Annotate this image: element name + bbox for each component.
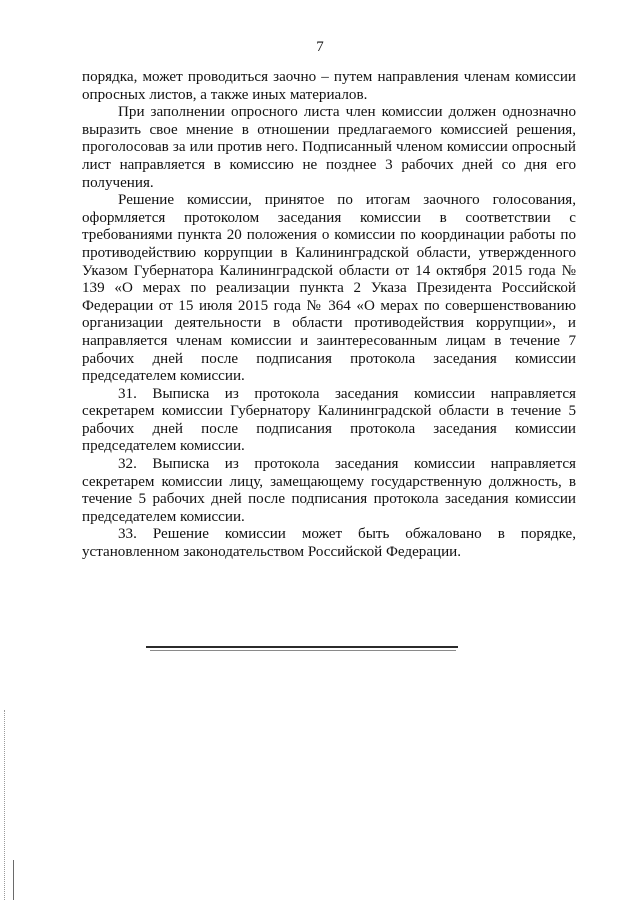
paragraph-continuation: порядка, может проводиться заочно – путем направления членам комиссии опросных листов, а также иных материалов.: [82, 69, 576, 103]
end-divider-underline: [150, 650, 456, 651]
paragraph-item-31: 31. Выписка из протокола заседания комиссии направляется секретарем комиссии Губернатору Калининградской области в течение 5 рабочих дней после подписания протокола заседания комиссии председателем комиссии.: [82, 385, 576, 455]
page-number: 7: [316, 39, 324, 55]
end-divider-line: [146, 646, 458, 648]
paragraph-item-32: 32. Выписка из протокола заседания комиссии направляется секретарем комиссии лицу, замещающему государственную должность, в течение 5 рабочих дней после подписания протокола заседания комиссии председателем комиссии.: [82, 456, 576, 525]
scan-edge-mark: [4, 710, 5, 900]
scan-edge-line: [13, 860, 14, 900]
paragraph-absentee-decision: Решение комиссии, принятое по итогам заочного голосования, оформляется протоколом заседания комиссии в соответствии с требованиями пункта 20 положения о комиссии по координации работы по противодействию коррупции в Калининградской области, утвержденного Указом Губернатора Калининградской области от 14 октября 2015 года № 139 «О мерах по реализации пункта 2 Указа Президента Российской Федерации от 15 июля 2015 года № 364 «О мерах по совершенствованию организации деятельности в области противодействия коррупции», и направляется членам комиссии и заинтересованным лицам в течение 7 рабочих дней после подписания протокола заседания комиссии председателем комиссии.: [82, 192, 576, 385]
document-body: [82, 69, 576, 562]
paragraph-questionnaire: При заполнении опросного листа член комиссии должен однозначно выразить свое мнение в отношении предлагаемого комиссией решения, проголосовав за или против него. Подписанный членом комиссии опросный лист направляется в комиссию не позднее 3 рабочих дней со дня его получения.: [82, 104, 576, 191]
paragraph-item-33: 33. Решение комиссии может быть обжаловано в порядке, установленном законодательством Российской Федерации.: [82, 526, 576, 561]
